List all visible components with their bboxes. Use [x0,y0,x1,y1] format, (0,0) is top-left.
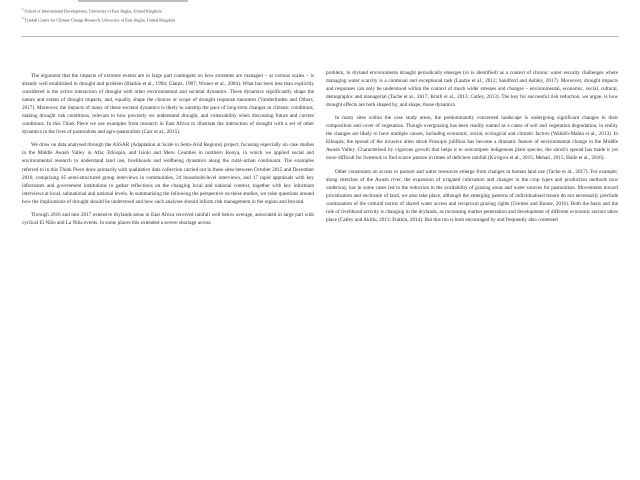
affiliation-b [22,15,342,24]
affiliation-mark: a [22,7,24,11]
paragraph: Through 2016 and into 2017 extensive drylands areas in East Africa received rainfall well below average, associated in large part with cyclical El Niño and La Niña events. In some places this extended a severe shortage across [22,211,314,226]
affiliations [22,6,342,23]
paragraph: In many sites within the case study areas, the predominantly concerned landscape is undergoing significant changes in their composition and cover of vegetation. Though overgrazing has been readily named as a cause of soil and vegetation degradation, in reality the changes are likely to have multiple causes, including economic, social, ecological and climatic factors (Wahlöh-Mahia et al., 2013). In Ethiopia, the spread of the invasive alien shrub Prosopis juliflora has become a dramatic feature of environmental change in the Middle Awash Valley. Characterised by vigorous growth that helps it to outcompete indigenous plant species, the shrub's spread has made it yet more difficult for livestock to find scarce pasture in times of deficient rainfall (Kirrigwa et al., 2015; Mehari, 2015; Haile et al., 2016). [326,115,618,162]
cropped-author-line [78,0,188,4]
right-column [326,69,618,479]
paragraph: problem, in dryland environments drought periodically emerges (or is identified) as a context of chronic water security challenges where managing water scarcity is a continual and exceptional task (Lautze et al., 2012; Sandford and Ashley, 2017). Moreover, drought impacts and responses can only be understood within the context of much wider stresses and changes – environmental, economic, social, cultural, demographic and managerial (Tache et al., 2017; Kratli et al., 2013; Catley, 2013). The key for successful risk reduction, we argue, is how drought effects are both shaped by, and shape, those dynamics. [326,70,618,109]
paragraph: We draw on data analysed through the ASSAR (Adaptation at Scale in Semi-Arid Regions) project, focusing especially on case studies in the Middle Awash Valley in Afar, Ethiopia, and Isiolo and Meru Counties in northern Kenya, in which we applied social and environmental research to understand land use, livelihoods and wellbeing dynamics along the rural–urban continuum. The examples referred to in this Think Piece draw primarily with qualitative data collection carried out in these sites between October 2015 and December 2016, comprising 45 semi-structured group interviews in communities, 24 household-level interviews, and 17 rapid appraisals with key informants and government institutions to gather reflections on the changing local and national context, together with key informant interviews at local, subnational and national levels. In summarising the following the perspective on these studies, we raise questions around how the implications of drought should be understood and how such analyses should inform risk management in the region and beyond. [22,142,314,205]
cropped-text-fragment [78,0,188,2]
affiliation-text: Tyndall Centre for Climate Change Research, University of East Anglia, United Kingdom [24,16,176,22]
affiliation-a [22,6,342,15]
affiliation-mark: b [22,15,24,20]
affiliation-text: School of International Development, University of East Anglia, United Kingdom [24,8,162,14]
left-column [22,72,314,480]
paragraph: Other constraints on access to pasture and water resources emerge from changes in human land use (Tache et al., 2017). For example, along stretches of the Awash river, the expansion of irrigated cultivation and changes in the crop types and production methods now underway, has in some cases led to the reduction in the availability of grazing areas and water sources for pastoralists. Movements toward privatisation and enclosure of land, we also take place, although the emerging patterns of individualised tenure do not necessarily preclude continuation of the cultural norms of shared water access and reciprocal grazing rights (Greiner and Boone, 2016). Both the basis and the role of livelihood activity is changing in the drylands, as increasing market penetration and development of different economic sectors takes place (Catley and Aklilu, 2013; Fratkin, 2014). But this too is both encouraged by and frequently also contested [326,168,618,223]
paragraph: The argument that the impacts of extreme events are in large part contingent on how extremes are managed – at various scales – is already well established in drought and problem (Blaikie et al., 1994; Glantz, 1987; Wisner et al., 2004). What has been less than explicitly considered is the active interaction of drought with other environmental and societal dynamics. These dynamics significantly shape the nature and extent of drought impacts, and, equally, shape the choices or scope of drought response measures (Vanderlinden and Others, 2017). Moreover, the impacts of many of these societal dynamics is likely to outstrip the pace of long-term changes in climatic conditions, making drought risk conditions, relevant to how precisely we understand drought, and vulnerability when discussing future and current conditions. In this Think Piece we use examples from research in East Africa to illustrate the interaction of drought with a set of other dynamics in the lives of pastoralists and agro-pastoralists (Carr et al., 2015). [22,73,314,136]
header-rule [22,36,618,37]
